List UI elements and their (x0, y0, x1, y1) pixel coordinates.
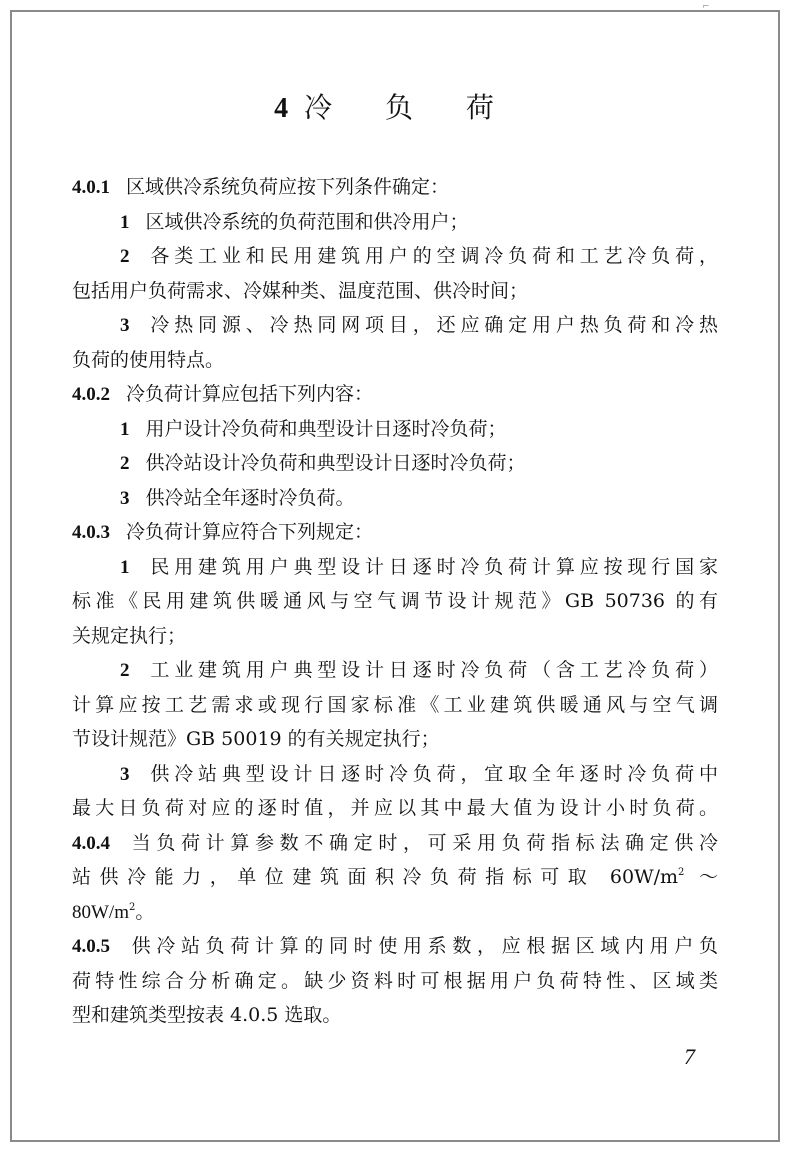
list-item-continuation: 节设计规范》GB 50019 的有关规定执行； (72, 728, 440, 750)
clause-text: 当负荷计算参数不确定时，可采用负荷指标法确定供冷 (126, 831, 718, 854)
clause-text: ～ (684, 866, 718, 888)
clause-text: 80W/m (72, 901, 129, 923)
clause-text: 区域供冷系统负荷应按下列条件确定： (126, 176, 450, 198)
clause-4-0-4 (72, 826, 718, 861)
list-item (72, 446, 718, 481)
chapter-title-text: 冷 负 荷 (304, 91, 516, 124)
chapter-number: 4 (274, 93, 291, 124)
clause-text: 冷负荷计算应符合下列规定： (126, 521, 374, 543)
list-item-continuation: 最大日负荷对应的逐时值，并应以其中最大值为设计小时负荷。 (72, 797, 718, 819)
item-text: 供冷站全年逐时冷负荷。 (145, 486, 355, 509)
item-number: 2 (120, 660, 130, 681)
clause-number: 4.0.3 (72, 522, 110, 543)
clause-4-0-1 (72, 170, 718, 205)
chapter-title (0, 86, 790, 126)
list-item-continuation: 标准《民用建筑供暖通风与空气调节设计规范》GB 50736 的有 (72, 590, 718, 612)
item-number: 2 (120, 453, 130, 474)
clause-number: 4.0.1 (72, 177, 110, 198)
clause-number: 4.0.4 (72, 832, 110, 854)
clause-4-0-5 (72, 929, 718, 964)
clause-continuation (72, 860, 718, 895)
item-number: 1 (120, 556, 130, 578)
superscript: 2 (678, 867, 685, 878)
item-text: 供冷站设计冷负荷和典型设计日逐时冷负荷； (145, 452, 526, 474)
clause-text: 冷负荷计算应包括下列内容： (126, 383, 374, 405)
item-number: 3 (120, 763, 130, 785)
item-text: 民用建筑用户典型设计日逐时冷负荷计算应按现行国家 (145, 555, 718, 578)
item-text: 区域供冷系统的负荷范围和供冷用户； (145, 210, 469, 233)
list-item (72, 653, 718, 688)
list-item (72, 239, 718, 274)
clause-number: 4.0.5 (72, 936, 110, 957)
list-item-continuation: 包括用户负荷需求、冷媒种类、温度范围、供冷时间； (72, 279, 529, 302)
list-item-continuation: 计算应按工艺需求或现行国家标准《工业建筑供暖通风与空气调 (72, 693, 718, 716)
item-text: 冷热同源、冷热同网项目，还应确定用户热负荷和冷热 (145, 314, 718, 336)
clause-continuation: 型和建筑类型按表 4.0.5 选取。 (72, 1004, 342, 1026)
list-item (72, 308, 718, 343)
item-number: 3 (120, 487, 130, 509)
list-item (72, 757, 718, 792)
item-text: 用户设计冷负荷和典型设计日逐时冷负荷； (145, 417, 507, 440)
clause-text: 供冷站负荷计算的同时使用系数，应根据区域内用户负 (126, 935, 718, 957)
clause-continuation (72, 895, 718, 930)
clause-continuation: 荷特性综合分析确定。缺少资料时可根据用户负荷特性、区域类 (72, 969, 718, 992)
clause-number: 4.0.2 (72, 384, 110, 405)
list-item-continuation: 负荷的使用特点。 (72, 348, 225, 371)
item-number: 1 (120, 418, 130, 440)
superscript: 2 (129, 901, 136, 913)
item-number: 1 (120, 211, 130, 233)
clause-text: 。 (135, 900, 155, 923)
list-item (72, 205, 718, 240)
item-text: 供冷站典型设计日逐时冷负荷，宜取全年逐时冷负荷中 (145, 762, 718, 785)
list-item (72, 481, 718, 516)
item-text: 工业建筑用户典型设计日逐时冷负荷（含工艺冷负荷） (145, 659, 718, 681)
corner-mark: ⌐ (702, 2, 710, 12)
list-item-continuation: 关规定执行； (72, 624, 187, 647)
body-text (72, 170, 718, 1033)
item-number: 2 (120, 246, 130, 267)
item-text: 各类工业和民用建筑用户的空调冷负荷和工艺冷负荷， (145, 245, 718, 267)
clause-4-0-2 (72, 377, 718, 412)
clause-4-0-3 (72, 515, 718, 550)
list-item (72, 550, 718, 585)
page-number: 7 (684, 1044, 695, 1069)
clause-text: 站供冷能力，单位建筑面积冷负荷指标可取 60W/m (72, 866, 679, 888)
list-item (72, 412, 718, 447)
item-number: 3 (120, 315, 130, 336)
